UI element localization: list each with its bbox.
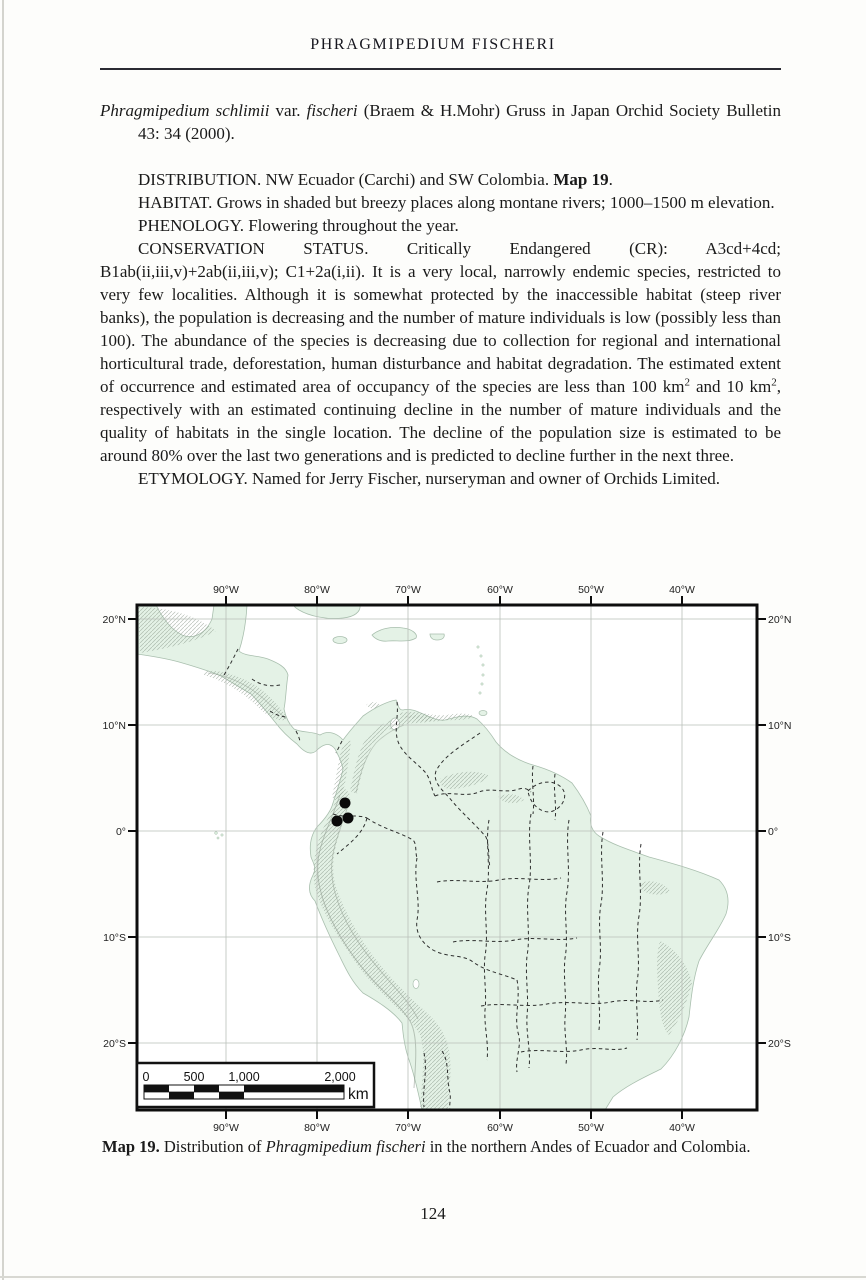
island-puerto-rico — [430, 634, 444, 640]
svg-text:500: 500 — [183, 1070, 205, 1084]
svg-text:0°: 0° — [115, 826, 126, 838]
svg-text:10°N: 10°N — [102, 720, 126, 732]
scan-edge-left — [2, 0, 4, 1280]
map-caption-species: Phragmipedium fischeri — [265, 1137, 426, 1156]
svg-text:20°S: 20°S — [768, 1038, 791, 1050]
svg-text:40°W: 40°W — [669, 1122, 695, 1134]
species-name: Phragmipedium schlimii — [100, 101, 270, 120]
superscript-2: 2 — [771, 376, 777, 389]
habitat-paragraph: HABITAT. Grows in shaded but breezy places along montane rivers; 1000–1500 m elevation. — [138, 193, 775, 212]
conservation-paragraph — [100, 237, 781, 467]
conservation-text-3: , respectively with an estimated continuing decline in the number of mature individuals and the quality of habitats in the single location. The decline of the population size is estimated to be around 80% over the last two generations and is predicted to decline further in the next three. — [100, 377, 781, 465]
svg-text:80°W: 80°W — [304, 1122, 330, 1134]
svg-text:2,000: 2,000 — [324, 1070, 356, 1084]
distribution-map-figure — [100, 583, 800, 1135]
authority-citation: (Braem & H.Mohr) Gruss in Japan Orchid Society Bulletin 43: 34 (2000). — [138, 101, 781, 143]
island-jamaica — [333, 637, 347, 644]
svg-text:70°W: 70°W — [395, 1122, 421, 1134]
svg-text:km: km — [348, 1086, 369, 1103]
map-caption-pre: Distribution of — [159, 1137, 266, 1156]
running-head: PHRAGMIPEDIUM FISCHERI — [310, 36, 556, 53]
distribution-period: . — [608, 170, 613, 189]
etymology-paragraph: ETYMOLOGY. Named for Jerry Fischer, nurseryman and owner of Orchids Limited. — [138, 469, 721, 488]
longitude-labels-top — [213, 584, 695, 596]
distribution-paragraph — [100, 168, 781, 191]
svg-text:20°N: 20°N — [102, 614, 126, 626]
variety-name: fischeri — [306, 101, 358, 120]
body-text — [100, 99, 781, 490]
svg-text:20°N: 20°N — [768, 614, 792, 626]
svg-text:80°W: 80°W — [304, 584, 330, 596]
svg-text:0: 0 — [142, 1070, 150, 1084]
svg-text:1,000: 1,000 — [228, 1070, 260, 1084]
svg-text:90°W: 90°W — [213, 1122, 239, 1134]
nomenclature-paragraph — [100, 99, 781, 145]
conservation-text-1: CONSERVATION STATUS. Critically Endangered (CR): A3cd+4cd; B1ab(ii,iii,v)+2ab(ii,iii,v); C1+2a(i,ii). It is a very local, narrowly endemic species, restricted to very few localities. Although it is somewhat protected by the inaccessible habitat (steep river banks), the population is decreasing and the number of mature individuals is low (possibly less than 100). The abundance of the species is decreasing due to collection for regional and international horticultural trade, deforestation, human disturbance and habitat degradation. The estimated extent of occurrence and estimated area of occupancy of the species are less than 100 km — [100, 239, 781, 396]
latitude-labels-right — [768, 614, 791, 1050]
map-caption — [102, 1136, 784, 1158]
distribution-map — [100, 583, 800, 1135]
lake-titicaca — [413, 980, 419, 989]
map-caption-label: Map 19. — [102, 1137, 160, 1156]
occurrence-dot — [340, 798, 351, 809]
latitude-labels-left — [103, 614, 126, 1050]
distribution-text: DISTRIBUTION. NW Ecuador (Carchi) and SW Colombia. — [138, 170, 554, 189]
longitude-labels-bottom — [213, 1122, 695, 1134]
svg-text:10°S: 10°S — [103, 932, 126, 944]
phenology-paragraph: PHENOLOGY. Flowering throughout the year. — [138, 216, 459, 235]
svg-text:50°W: 50°W — [578, 1122, 604, 1134]
header-rule — [100, 68, 781, 70]
occurrence-dot — [343, 813, 354, 824]
scan-edge-bottom — [0, 1276, 866, 1278]
scale-bar-blocks — [144, 1085, 344, 1099]
svg-text:70°W: 70°W — [395, 584, 421, 596]
svg-text:0°: 0° — [768, 826, 779, 838]
svg-text:60°W: 60°W — [487, 1122, 513, 1134]
variety-connector: var. — [269, 101, 307, 120]
svg-text:20°S: 20°S — [103, 1038, 126, 1050]
scale-bar — [137, 1063, 374, 1107]
map-reference: Map 19 — [553, 170, 609, 189]
svg-text:50°W: 50°W — [578, 584, 604, 596]
svg-text:60°W: 60°W — [487, 584, 513, 596]
svg-text:10°S: 10°S — [768, 932, 791, 944]
svg-text:40°W: 40°W — [669, 584, 695, 596]
occurrence-dot — [332, 816, 343, 827]
svg-text:90°W: 90°W — [213, 584, 239, 596]
svg-text:10°N: 10°N — [768, 720, 792, 732]
conservation-text-2: and 10 km — [689, 377, 772, 396]
superscript-2: 2 — [684, 376, 690, 389]
page-number: 124 — [420, 1204, 446, 1223]
map-caption-post: in the northern Andes of Ecuador and Colombia. — [425, 1137, 751, 1156]
island-trinidad — [479, 711, 487, 716]
